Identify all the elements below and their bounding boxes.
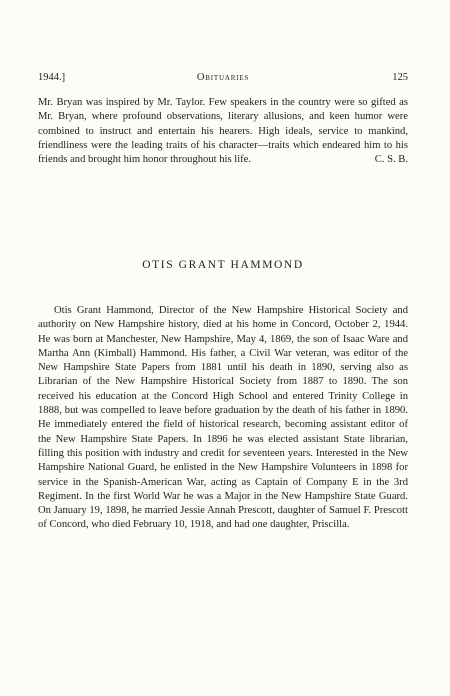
previous-obituary-text: Mr. Bryan was inspired by Mr. Taylor. Few speakers in the country were so gifted as Mr. Bryan, where profound observations, literary allusions, and keen humor were combined to instruct and entertain his hearers. High ideals, service to mankind, friendliness were the leading traits of his character—traits which endeared him to his friends and brought him honor throughout his life. <box>38 97 408 166</box>
header-section-title: Obituaries <box>196 72 250 83</box>
obituary-body: Otis Grant Hammond, Director of the New Hampshire Historical Society and authority on New Hampshire history, died at his home in Concord, October 2, 1944. He was born at Manchester, New Hampshire, May 4, 1869, the son of Isaac Ware and Martha Ann (Kimball) Hammond. His father, a Civil War veteran, was editor of the New Hampshire State Papers from 1881 until his death in 1890, serving also as Librarian of the New Hampshire Historical Society from 1887 to 1890. The son received his education at the Concord High School and entered Trinity College in 1888, but was compelled to leave before graduation by the death of his father in 1890. He immediately entered the field of historical research, becoming assistant editor of the New Hampshire State Papers. In 1896 he was elected assistant State librarian, filling this position with industry and credit for seventeen years. Interested in the New Hampshire National Guard, he enlisted in the New Hampshire Volunteers in 1898 for service in the Spanish-American War, acting as Captain of Company E in the 3rd Regiment. In the first World War he was a Major in the New Hampshire State Guard. On January 19, 1898, he married Jessie Annah Prescott, daughter of Samuel F. Prescott of Concord, who died February 10, 1918, and had one daughter, Priscilla. <box>38 305 408 531</box>
obituary-title: OTIS GRANT HAMMOND <box>142 259 304 271</box>
previous-obituary-paragraph <box>38 96 408 167</box>
author-initials: C. S. B. <box>374 154 408 166</box>
header-year: 1944.] <box>38 72 66 83</box>
page-number: 125 <box>392 72 408 83</box>
